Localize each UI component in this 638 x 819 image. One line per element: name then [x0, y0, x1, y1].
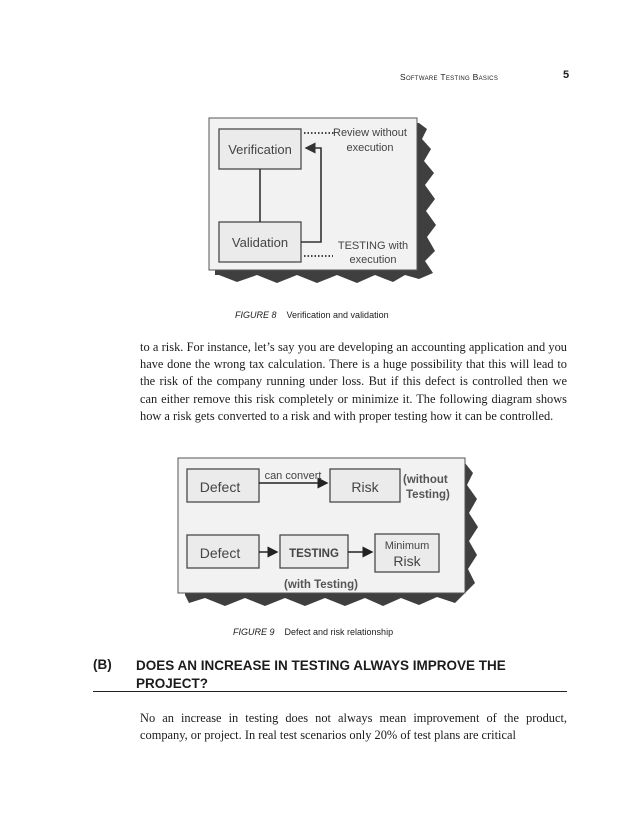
- figure-8-caption-label: FIGURE 8: [235, 310, 277, 320]
- figure-8-caption-text: Verification and validation: [286, 310, 389, 320]
- body-paragraph-2: No an increase in testing does not always mean improvement of the product, company, or project. In real test scenarios only 20% of test plans are critical: [140, 711, 567, 743]
- verification-label: Verification: [228, 142, 292, 157]
- testing-note-line2: execution: [349, 254, 397, 266]
- figure-9-caption-label: FIGURE 9: [233, 627, 275, 637]
- figure-9-caption: [233, 627, 393, 637]
- question-label: (B): [93, 657, 112, 672]
- running-header-title: Software Testing Basics: [400, 72, 499, 82]
- defect-label-1: Defect: [199, 479, 241, 495]
- figure-defect-risk-diagram: [175, 455, 485, 615]
- testing-label: TESTING: [289, 548, 339, 560]
- without-testing-note-line2: Testing): [406, 489, 450, 501]
- minimum-label: Minimum: [384, 540, 430, 552]
- can-convert-label: can convert: [264, 470, 322, 482]
- figure-verification-validation-diagram: [205, 115, 445, 290]
- heading-rule: [93, 691, 567, 692]
- figure-8-caption: [235, 310, 389, 320]
- risk-label: Risk: [351, 479, 379, 495]
- with-testing-note: (with Testing): [284, 579, 358, 591]
- figure-9-caption-text: Defect and risk relationship: [284, 627, 394, 637]
- body-paragraph-1: to a risk. For instance, let’s say you are developing an accounting application and you have done the wrong tax calculation. There is a huge possibility that this will lead to the risk of the company running under loss. But if this defect is controlled then we can either remove this risk completely or minimize it. The following diagram shows how a risk gets converted to a risk and with proper testing how it can be controlled.: [140, 340, 567, 423]
- review-note-line1: Review without: [333, 127, 407, 139]
- validation-label: Validation: [231, 235, 289, 250]
- review-note-line2: execution: [346, 142, 394, 154]
- page-number: 5: [563, 69, 570, 81]
- testing-note-line1: TESTING with: [337, 240, 409, 252]
- question-heading: DOES AN INCREASE IN TESTING ALWAYS IMPROVE THE PROJECT?: [136, 658, 506, 691]
- minimum-risk-label: Risk: [393, 553, 421, 569]
- defect-label-2: Defect: [199, 545, 241, 561]
- without-testing-note-line1: (without: [403, 474, 448, 486]
